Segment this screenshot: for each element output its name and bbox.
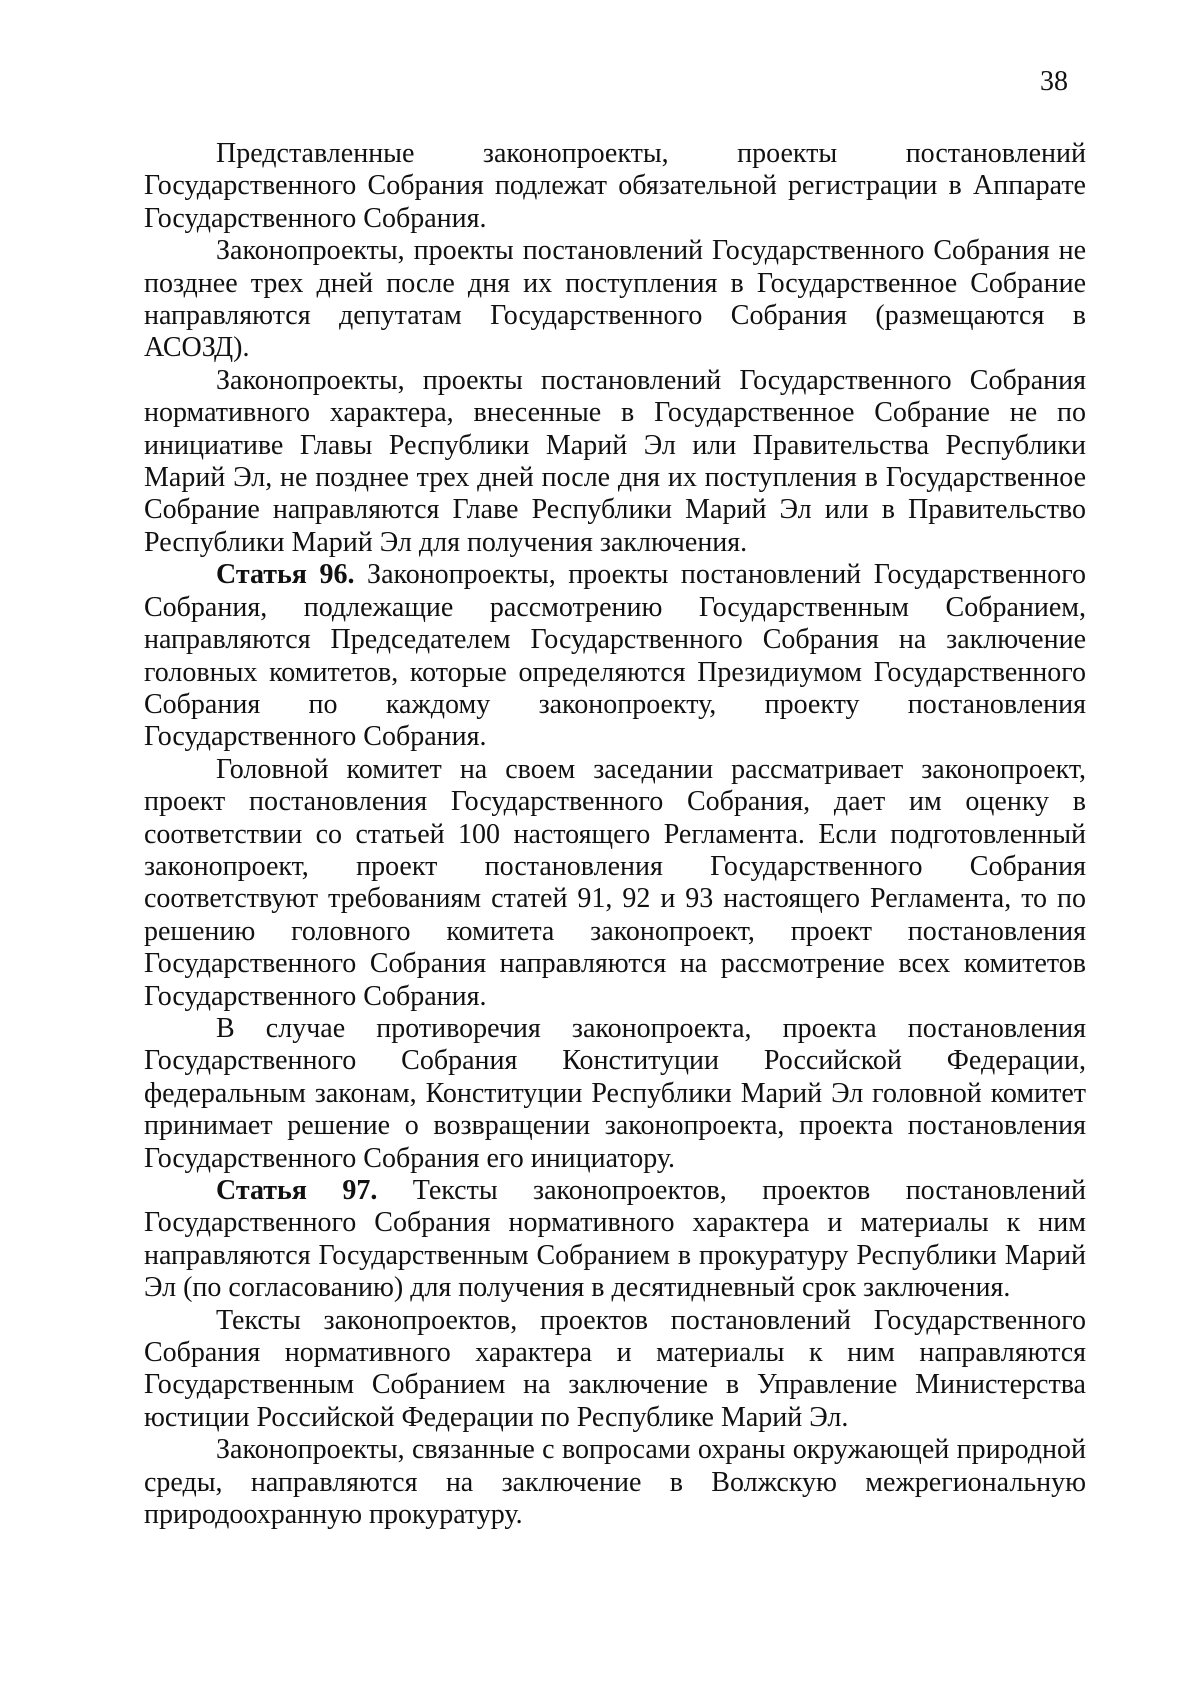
paragraph-lead-committee [144,754,1086,1013]
page-number: 38 [1040,66,1068,97]
article-97-heading: Статья 97. [216,1175,378,1206]
paragraph-text: Законопроекты, проекты постановлений Государственного Собрания, подлежащие рассмотрению Государственным Собранием, направляются Председателем Государственного Собрания на заключение головных комитетов, которые определяются Президиумом Государственного Собрания по каждому законопроекту, проекту постановления Государственного Собрания. [144,559,1087,753]
paragraph-ministry-justice [144,1305,1086,1435]
paragraph-environment [144,1434,1086,1531]
paragraph-text: В случае противоречия законопроекта, проекта постановления Государственного Собрания Конституции Российской Федерации, федеральным законам, Конституции Республики Марий Эл головной комитет принимает решение о возвращении законопроекта, проекта постановления Государственного Собрания его инициатору. [144,1012,1086,1174]
paragraph-text: Законопроекты, проекты постановлений Государственного Собрания нормативного характера, внесенные в Государственное Собрание не по инициативе Главы Республики Марий Эл или Правительства Республики Марий Эл, не позднее трех дней после дня их поступления в Государственное Собрание направляются Главе Республики Марий Эл или в Правительство Республики Марий Эл для получения заключения. [144,364,1086,558]
paragraph-government-opinion [144,365,1086,559]
article-96 [144,559,1086,753]
paragraph-text: Тексты законопроектов, проектов постановлений Государственного Собрания нормативного характера и материалы к ним направляются Государственным Собранием в прокуратуру Республики Марий Эл (по согласованию) для получения в десятидневный срок заключения. [144,1175,1086,1304]
paragraph-registration [144,138,1086,235]
paragraph-text: Представленные законопроекты, проекты постановлений Государственного Собрания подлежат обязательной регистрации в Аппарате Государственного Собрания. [144,138,1086,234]
paragraph-text: Законопроекты, проекты постановлений Государственного Собрания не позднее трех дней после дня их поступления в Государственное Собрание направляются депутатам Государственного Собрания (размещаются в АСОЗД). [144,235,1086,364]
paragraph-deputies [144,235,1086,365]
article-97 [144,1175,1086,1305]
paragraph-text: Тексты законопроектов, проектов постановлений Государственного Собрания нормативного характера и материалы к ним направляются Государственным Собранием на заключение в Управление Министерства юстиции Российской Федерации по Республике Марий Эл. [144,1304,1086,1433]
paragraph-text: Головной комитет на своем заседании рассматривает законопроект, проект постановления Государственного Собрания, дает им оценку в соответствии со статьей 100 настоящего Регламента. Если подготовленный законопроект, проект постановления Государственного Собрания соответствуют требованиям статей 91, 92 и 93 настоящего Регламента, то по решению головного комитета законопроект, проект постановления Государственного Собрания направляются на рассмотрение всех комитетов Государственного Собрания. [144,753,1086,1012]
paragraph-contradiction [144,1013,1086,1175]
article-96-heading: Статья 96. [216,559,355,591]
document-body [144,138,1086,1531]
paragraph-text: Законопроекты, связанные с вопросами охраны окружающей природной среды, направляются на заключение в Волжскую межрегиональную природоохранную прокуратуру. [144,1434,1086,1531]
